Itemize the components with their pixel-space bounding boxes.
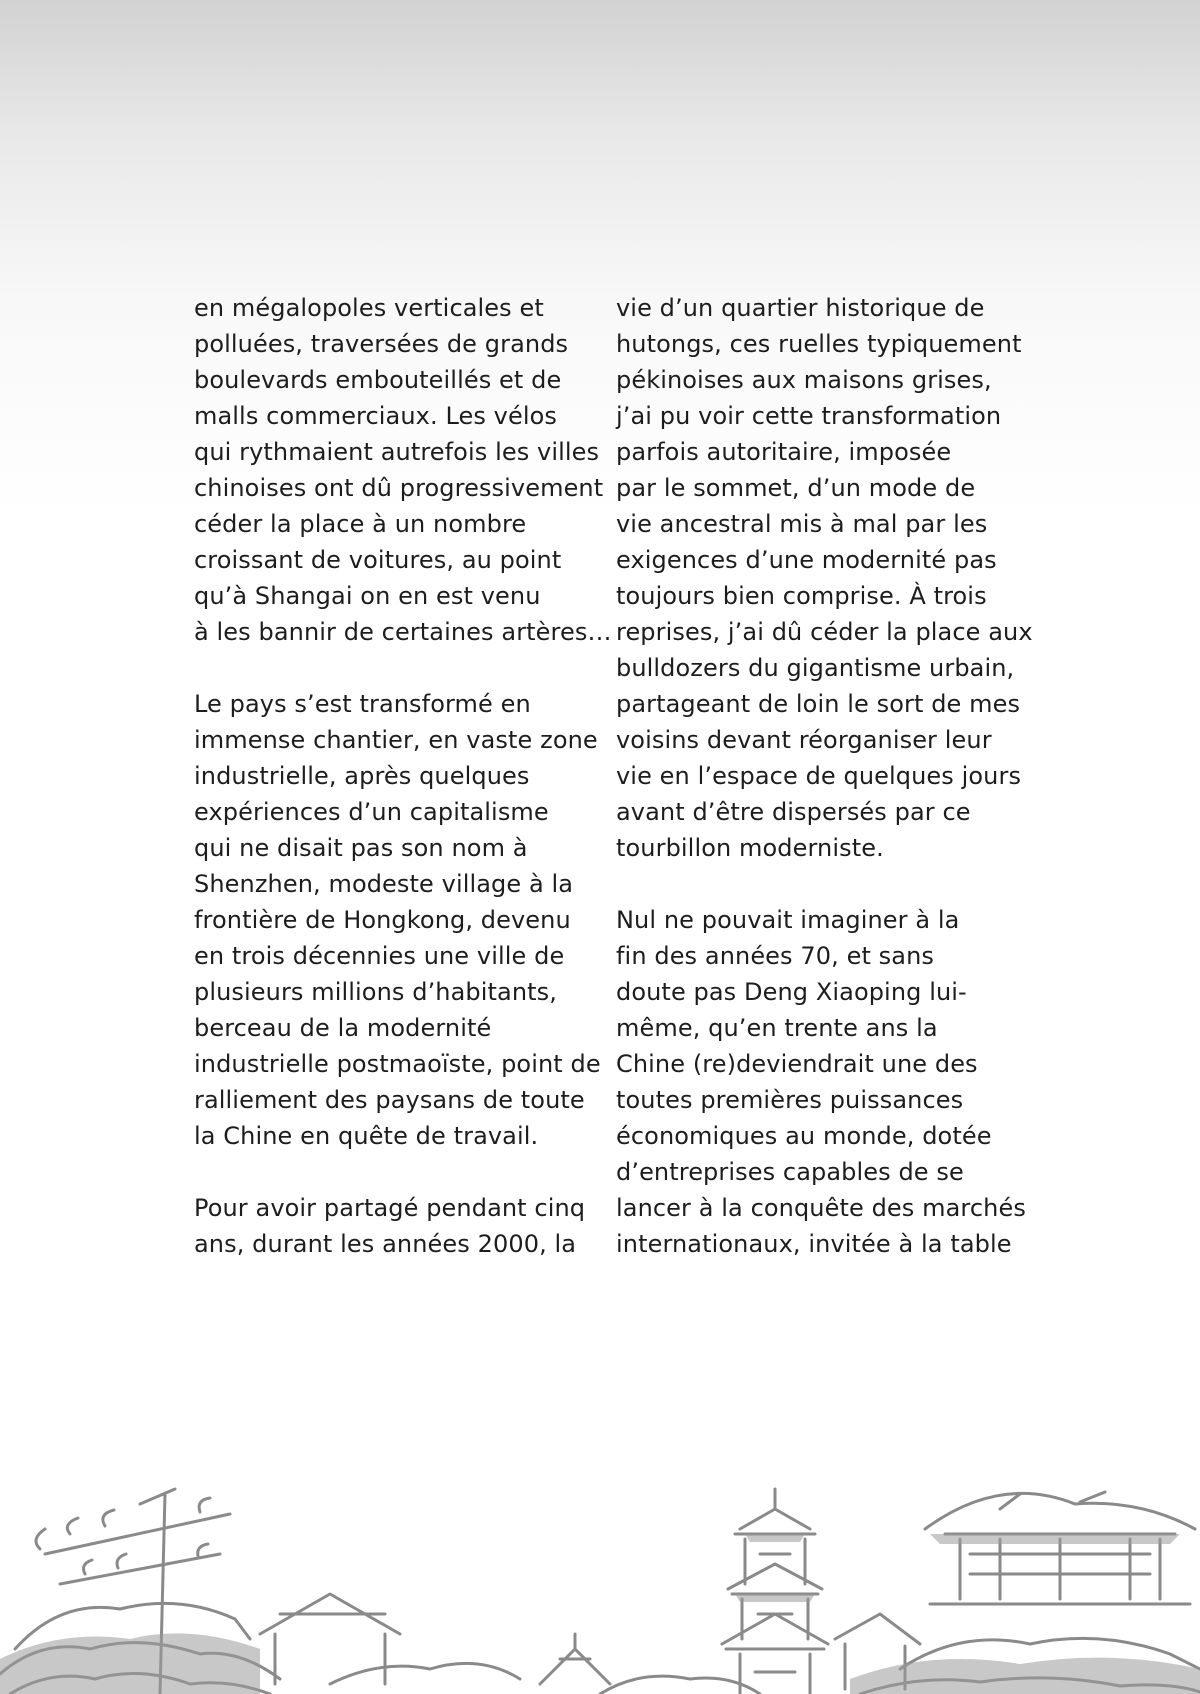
text-line: ans, durant les années 2000, la bbox=[194, 1230, 577, 1258]
text-line: avant d’être dispersés par ce bbox=[616, 798, 971, 826]
right-column-paragraph bbox=[616, 290, 1036, 866]
text-line: malls commerciaux. Les vélos bbox=[194, 402, 558, 430]
text-line: toutes premières puissances bbox=[616, 1086, 964, 1114]
text-line: immense chantier, en vaste zone bbox=[194, 726, 598, 754]
text-line: Le pays s’est transformé en bbox=[194, 690, 531, 718]
text-line: en trois décennies une ville de bbox=[194, 942, 565, 970]
text-line: Nul ne pouvait imaginer à la bbox=[616, 906, 960, 934]
text-line: vie ancestral mis à mal par les bbox=[616, 510, 988, 538]
text-column-right bbox=[616, 290, 1036, 1262]
text-line: bulldozers du gigantisme urbain, bbox=[616, 654, 1015, 682]
text-line: hutongs, ces ruelles typiquement bbox=[616, 330, 1022, 358]
text-line: la Chine en quête de travail. bbox=[194, 1122, 539, 1150]
text-line: j’ai pu voir cette transformation bbox=[616, 402, 1002, 430]
text-line: fin des années 70, et sans bbox=[616, 942, 935, 970]
text-line: frontière de Hongkong, devenu bbox=[194, 906, 571, 934]
text-line: Chine (re)deviendrait une des bbox=[616, 1050, 978, 1078]
text-line: Pour avoir partagé pendant cinq bbox=[194, 1194, 586, 1222]
text-line: internationaux, invitée à la table bbox=[616, 1230, 1012, 1258]
text-line: parfois autoritaire, imposée bbox=[616, 438, 952, 466]
text-line: chinoises ont dû progressivement bbox=[194, 474, 604, 502]
left-column-paragraph bbox=[194, 686, 599, 1154]
left-column-paragraph bbox=[194, 290, 612, 650]
text-line: industrielle postmaoïste, point de bbox=[194, 1050, 601, 1078]
text-line: qu’à Shangai on en est venu bbox=[194, 582, 541, 610]
text-line: voisins devant réorganiser leur bbox=[616, 726, 992, 754]
text-line: vie d’un quartier historique de bbox=[616, 294, 985, 322]
text-line: polluées, traversées de grands bbox=[194, 330, 569, 358]
text-line: reprises, j’ai dû céder la place aux bbox=[616, 618, 1033, 646]
text-line: partageant de loin le sort de mes bbox=[616, 690, 1021, 718]
text-line: économiques au monde, dotée bbox=[616, 1122, 992, 1150]
text-line: tourbillon moderniste. bbox=[616, 834, 884, 862]
text-line: d’entreprises capables de se bbox=[616, 1158, 964, 1186]
text-line: céder la place à un nombre bbox=[194, 510, 527, 538]
text-line: lancer à la conquête des marchés bbox=[616, 1194, 1026, 1222]
rooftops-sketch-icon bbox=[0, 1434, 1200, 1694]
text-line: exigences d’une modernité pas bbox=[616, 546, 997, 574]
text-line: berceau de la modernité bbox=[194, 1014, 492, 1042]
text-line: pékinoises aux maisons grises, bbox=[616, 366, 992, 394]
text-line: à les bannir de certaines artères… bbox=[194, 618, 612, 646]
text-line: qui ne disait pas son nom à bbox=[194, 834, 528, 862]
text-line: Shenzhen, modeste village à la bbox=[194, 870, 574, 898]
text-line: toujours bien comprise. À trois bbox=[616, 582, 987, 610]
text-line: en mégalopoles verticales et bbox=[194, 294, 544, 322]
text-line: doute pas Deng Xiaoping lui- bbox=[616, 978, 967, 1006]
text-line: plusieurs millions d’habitants, bbox=[194, 978, 557, 1006]
right-column-paragraph bbox=[616, 902, 1036, 1262]
text-line: vie en l’espace de quelques jours bbox=[616, 762, 1022, 790]
text-line: croissant de voitures, au point bbox=[194, 546, 562, 574]
text-line: boulevards embouteillés et de bbox=[194, 366, 562, 394]
left-column-paragraph bbox=[194, 1190, 599, 1262]
text-column-left bbox=[194, 290, 612, 1262]
text-line: même, qu’en trente ans la bbox=[616, 1014, 938, 1042]
text-line: expériences d’un capitalisme bbox=[194, 798, 549, 826]
text-line: qui rythmaient autrefois les villes bbox=[194, 438, 600, 466]
text-line: par le sommet, d’un mode de bbox=[616, 474, 976, 502]
text-line: ralliement des paysans de toute bbox=[194, 1086, 585, 1114]
text-line: industrielle, après quelques bbox=[194, 762, 530, 790]
